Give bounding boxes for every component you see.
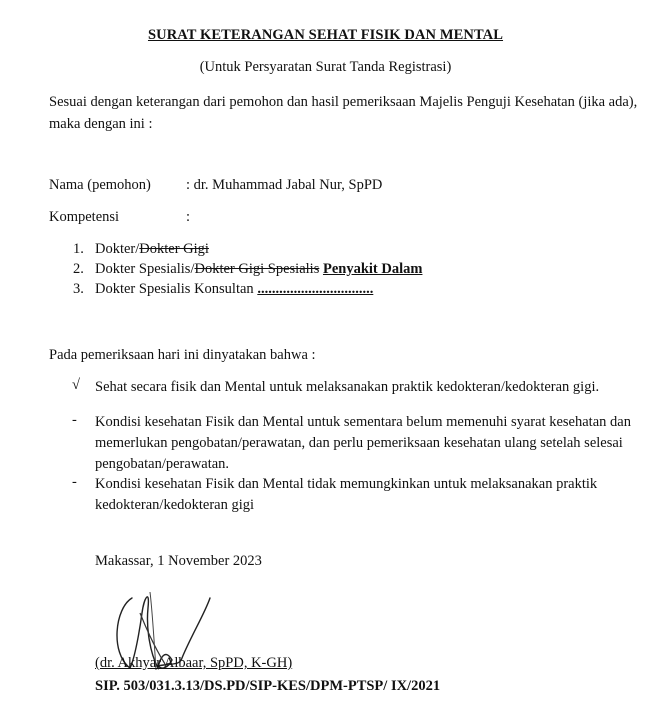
item-number: 3.: [73, 281, 84, 297]
item-text: Dokter Spesialis Konsultan: [95, 281, 258, 297]
check-mark-icon: √: [72, 377, 80, 393]
item-specialty: Penyakit Dalam: [322, 261, 423, 277]
statement-healthy: Sehat secara fisik dan Mental untuk melaksanakan praktik kedokteran/kedokteran gigi.: [95, 379, 600, 395]
applicant-label: Nama (pemohon): [49, 177, 151, 193]
item-struck-text: Dokter Gigi: [139, 241, 209, 257]
item-struck-text: Dokter Gigi Spesialis: [194, 261, 320, 277]
competence-item: [73, 261, 422, 278]
item-text: Dokter/: [95, 241, 140, 257]
document-subtitle: (Untuk Persyaratan Surat Tanda Registrasi): [199, 59, 452, 75]
competence-item: [73, 281, 373, 298]
dash-bullet-icon: -: [72, 412, 77, 428]
place-date: Makassar, 1 November 2023: [95, 553, 262, 569]
item-number: 2.: [73, 261, 84, 277]
dash-bullet-icon: -: [72, 474, 77, 490]
competence-colon: :: [186, 209, 191, 225]
item-text: Dokter Spesialis/: [95, 261, 195, 277]
statement-intro: Pada pemeriksaan hari ini dinyatakan bahwa :: [49, 347, 316, 363]
competence-label: Kompetensi: [49, 209, 120, 225]
competence-item: [73, 241, 209, 258]
statement-temporary: Kondisi kesehatan Fisik dan Mental untuk sementara belum memenuhi syarat kesehatan dan memerlukan pengobatan/perawatan, dan perlu pemeriksaan kesehatan ulang setelah selesai pengobatan/perawatan.: [95, 414, 631, 472]
applicant-name: : dr. Muhammad Jabal Nur, SpPD: [186, 177, 383, 193]
item-blank-dots: ................................: [257, 281, 374, 297]
signer-name: (dr. Akhyar Albaar, SpPD, K-GH): [95, 655, 293, 671]
document-title: SURAT KETERANGAN SEHAT FISIK DAN MENTAL: [147, 27, 504, 43]
sip-number: SIP. 503/031.3.13/DS.PD/SIP-KES/DPM-PTSP/ IX/2021: [95, 678, 441, 694]
item-number: 1.: [73, 241, 84, 257]
intro-paragraph: Sesuai dengan keterangan dari pemohon dan hasil pemeriksaan Majelis Penguji Kesehatan (jika ada), maka dengan ini :: [49, 94, 638, 132]
statement-unfit: Kondisi kesehatan Fisik dan Mental tidak memungkinkan untuk melaksanakan praktik kedokteran/kedokteran gigi: [95, 476, 598, 513]
